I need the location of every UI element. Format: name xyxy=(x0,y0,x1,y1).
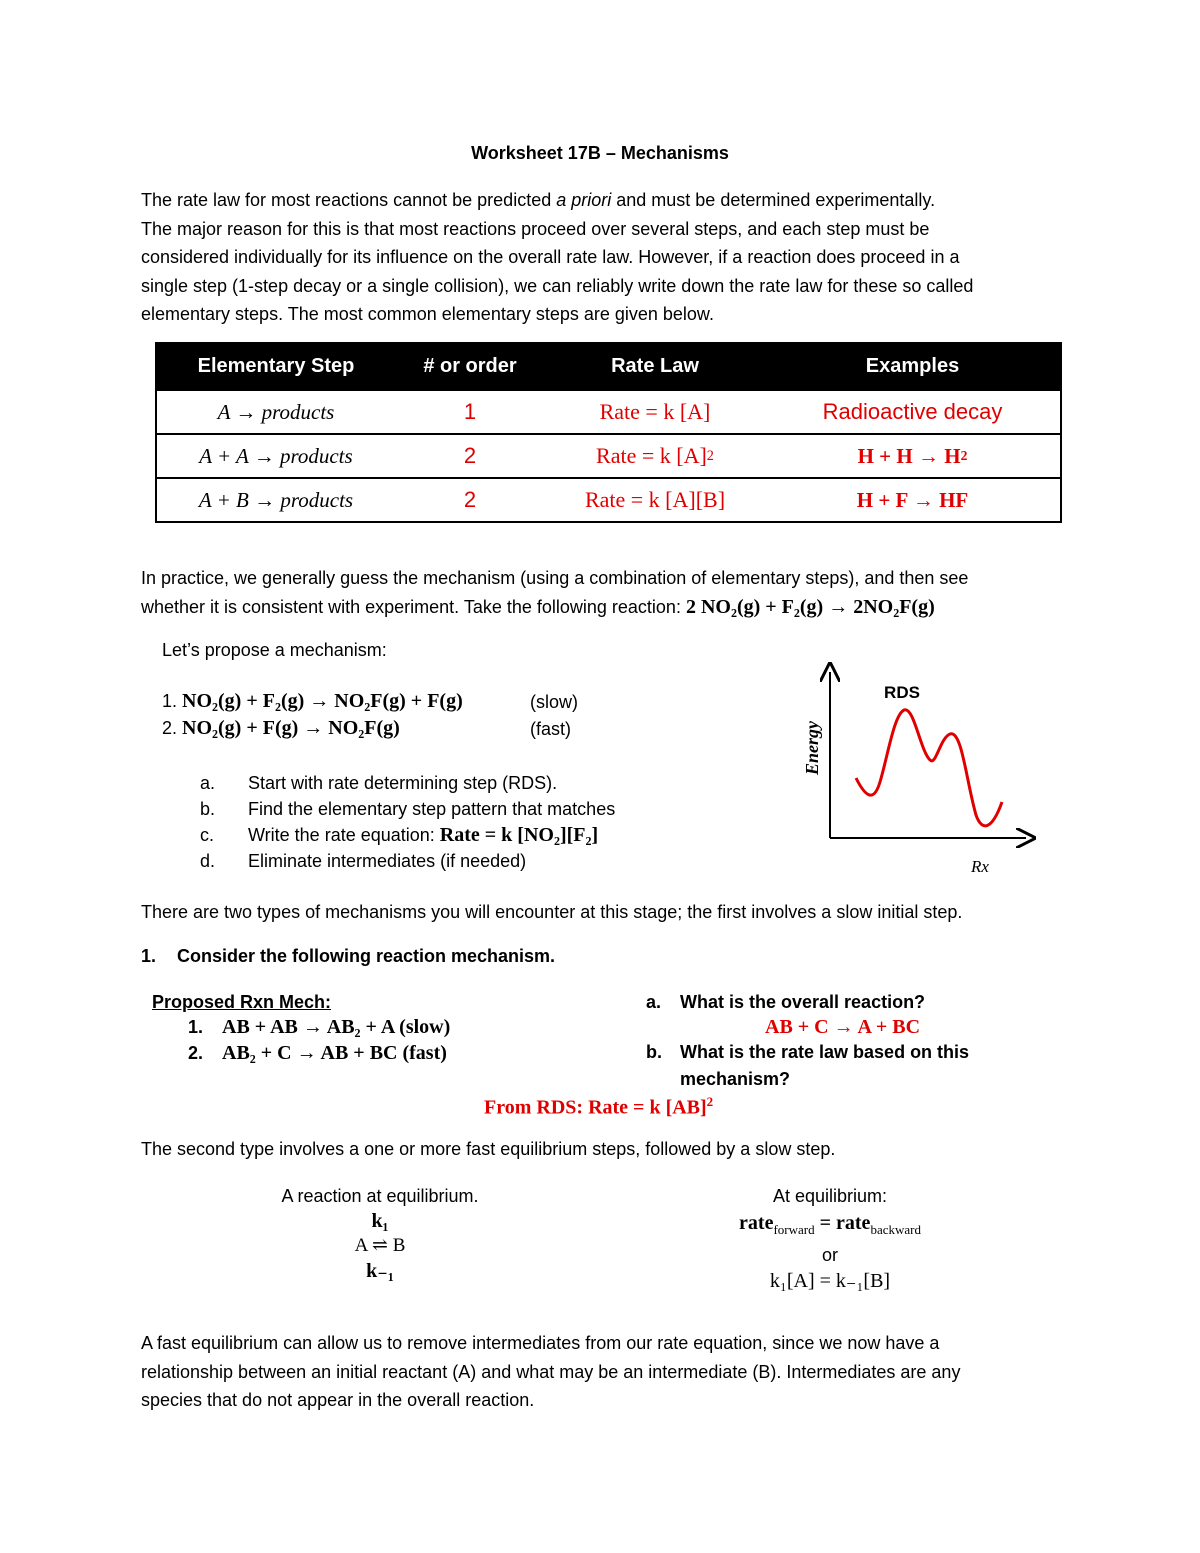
cell-step: A + A → products xyxy=(199,443,353,468)
question-b: b. What is the rate law based on this xyxy=(646,1042,970,1062)
cell-example: H + H → H 2 xyxy=(857,443,968,468)
energy-curve xyxy=(856,710,1002,826)
mech-step-2: 2. AB₂ + C → AB + BC (fast) xyxy=(188,1042,447,1064)
header-examples: Examples xyxy=(865,355,960,377)
cell-rate-law: Rate = k [A][B] xyxy=(584,487,726,512)
table-row xyxy=(157,477,1060,521)
intro-paragraph xyxy=(141,186,1081,329)
equilibrium-left-title: A reaction at equilibrium. xyxy=(281,1186,479,1206)
practice-paragraph xyxy=(141,564,1081,621)
rds-label: RDS xyxy=(884,683,920,702)
list-item: b. Find the elementary step pattern that matches xyxy=(200,799,616,819)
second-type-line: The second type involves a one or more fast equilibrium steps, followed by a slow step. xyxy=(141,1139,836,1159)
practice-line-2: whether it is consistent with experiment. Take the following reaction: 2 NO₂(g) + F₂(g) → 2NO₂F(g) xyxy=(141,595,935,618)
energy-axis-label: Energy xyxy=(802,721,822,775)
mechanism-title: Proposed Rxn Mech: xyxy=(152,992,332,1012)
question-b-line-2: mechanism? xyxy=(680,1069,791,1089)
closing-line-1: A fast equilibrium can allow us to remove intermediates from our rate equation, since we now have a xyxy=(141,1333,940,1353)
k-equality: k₁[A] = k₋₁[B] xyxy=(769,1270,891,1292)
intro-line-4: single step (1-step decay or a single collision), we can reliably write down the rate law for these so called xyxy=(141,275,974,296)
table-row xyxy=(157,389,1060,433)
closing-line-2: relationship between an initial reactant (A) and what may be an intermediate (B). Intermediates are any xyxy=(141,1361,961,1382)
intro-line-5: elementary steps. The most common elementary steps are given below. xyxy=(141,304,714,324)
k-minus-1-label: k₋₁ xyxy=(366,1260,394,1282)
answer-a: AB + C → A + BC xyxy=(765,1016,921,1038)
cell-order: 2 xyxy=(463,487,477,512)
equilibrium-reaction: A ⇌ B xyxy=(354,1235,406,1256)
cell-example: H + F → HF xyxy=(856,487,969,512)
energy-diagram xyxy=(770,660,1050,890)
cell-rate-law: Rate = k [A] xyxy=(599,399,711,424)
reaction-axis-label: Rx xyxy=(971,857,989,876)
step-1-note: (slow) xyxy=(530,692,578,712)
mechanism-step-2: 2. NO₂(g) + F(g) → NO₂F(g) xyxy=(162,717,400,739)
cell-step: A → products xyxy=(217,399,335,424)
header-rate-law: Rate Law xyxy=(611,355,699,377)
cell-order: 2 xyxy=(463,443,477,468)
cell-example: Radioactive decay xyxy=(822,399,1003,424)
table-header xyxy=(157,344,1060,389)
list-item: a. Start with rate determining step (RDS). xyxy=(200,773,558,793)
cell-rate-law: Rate = k [A] 2 xyxy=(596,443,714,468)
procedure-list xyxy=(200,770,760,874)
header-order: # or order xyxy=(423,355,517,377)
closing-paragraph xyxy=(141,1329,1081,1415)
cell-step: A + B → products xyxy=(198,487,354,512)
k1-label: k₁ xyxy=(371,1210,389,1232)
elementary-steps-table xyxy=(155,342,1062,523)
cell-order: 1 xyxy=(463,399,477,424)
intro-line-1: The rate law for most reactions cannot be predicted a priori and must be determined experimentally. xyxy=(141,190,936,210)
mech-step-1: 1. AB + AB → AB₂ + A (slow) xyxy=(188,1016,451,1038)
types-line: There are two types of mechanisms you will encounter at this stage; the first involves a slow initial step. xyxy=(141,902,963,922)
overall-reaction: 2 NO₂(g) + F₂(g) → 2NO₂F(g) xyxy=(685,595,935,618)
question-1: 1. Consider the following reaction mechanism. xyxy=(141,946,556,966)
question-a: a. What is the overall reaction? xyxy=(646,992,926,1012)
step-2-note: (fast) xyxy=(530,719,572,739)
mechanism-step-1: 1. NO₂(g) + F₂(g) → NO₂F(g) + F(g) xyxy=(162,690,463,712)
page-title: Worksheet 17B – Mechanisms xyxy=(471,143,729,163)
list-item: c. Write the rate equation: Rate = k [NO₂][F₂] xyxy=(200,824,599,846)
equilibrium-right-title: At equilibrium: xyxy=(772,1186,888,1206)
intro-line-3: considered individually for its influence on the overall rate law. However, if a reaction does proceed in a xyxy=(141,247,960,267)
rate-equation: Rate = k [NO₂][F₂] xyxy=(439,824,599,846)
propose-heading: Let’s propose a mechanism: xyxy=(162,640,387,660)
intro-line-2: The major reason for this is that most reactions proceed over several steps, and each step must be xyxy=(141,218,930,239)
practice-line-1: In practice, we generally guess the mechanism (using a combination of elementary steps), and then see xyxy=(141,568,969,588)
answer-b: From RDS: Rate = k [AB]$^2$ xyxy=(484,1094,714,1119)
list-item: d. Eliminate intermediates (if needed) xyxy=(200,851,527,871)
equilibrium-left xyxy=(190,1183,570,1283)
or-label: or xyxy=(821,1245,838,1265)
closing-line-3: species that do not appear in the overall reaction. xyxy=(141,1390,535,1410)
table-row xyxy=(157,433,1060,477)
rate-equality: rate$_{forward}$ = rate$_{backward}$ xyxy=(739,1212,921,1237)
header-elementary-step: Elementary Step xyxy=(197,355,355,377)
equilibrium-right xyxy=(630,1183,1030,1296)
